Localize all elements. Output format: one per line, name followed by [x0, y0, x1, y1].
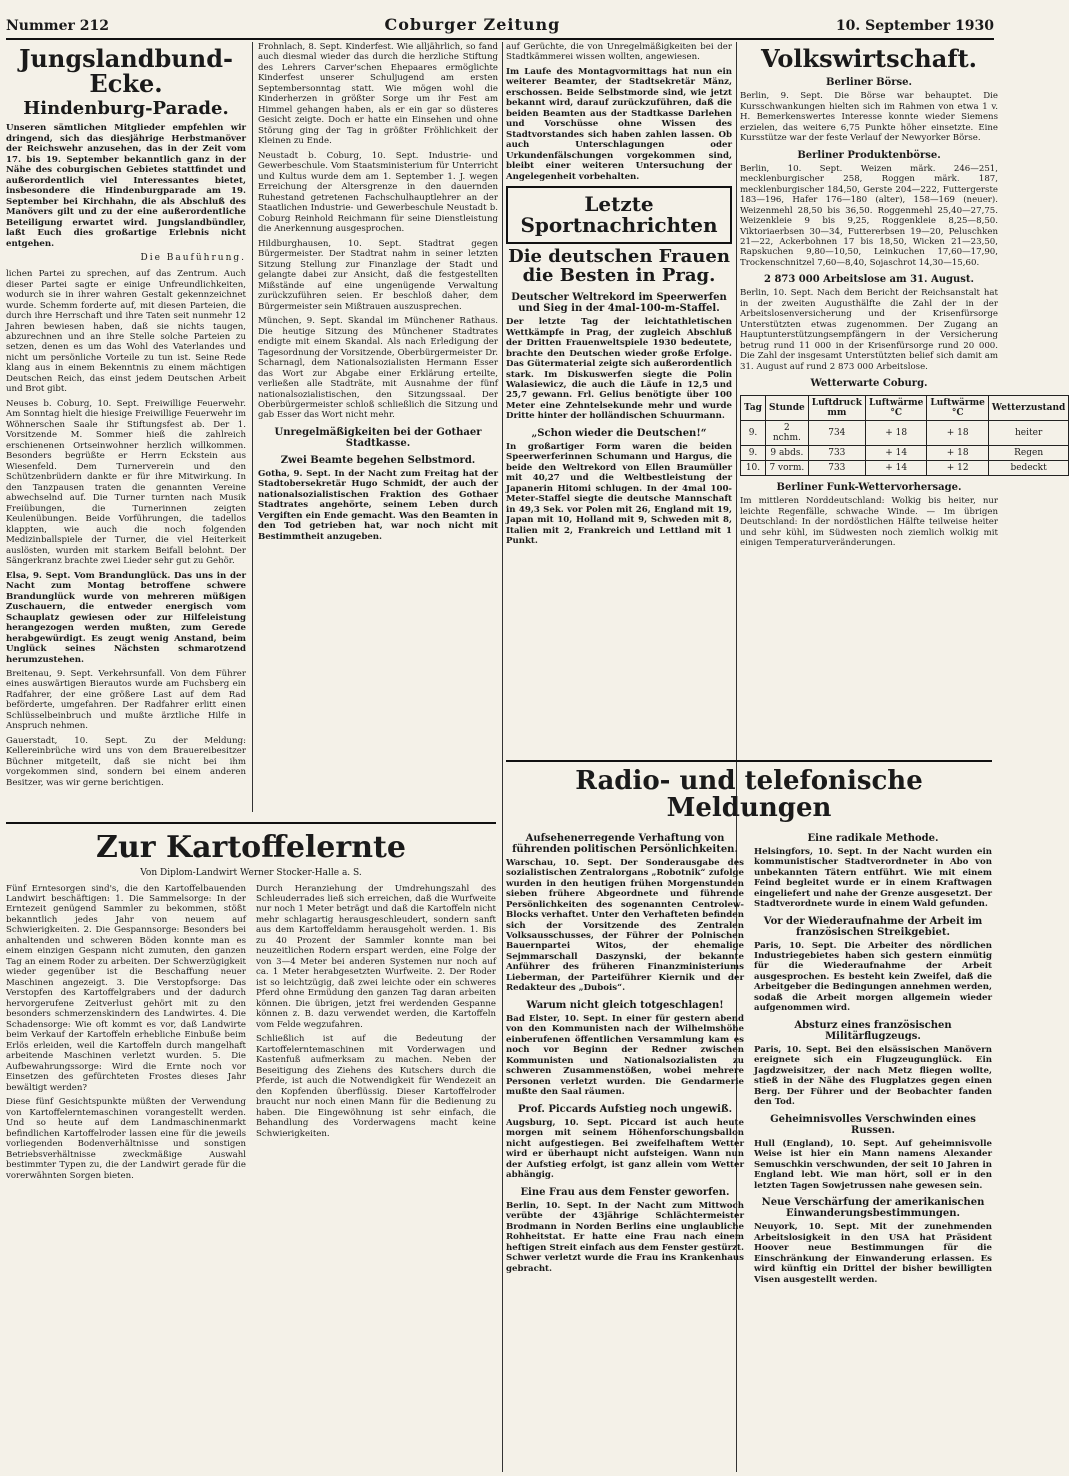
radio-p4: Berlin, 10. Sept. In der Nacht zum Mittwoch verübte der 43jährige Schlächtermeister Brodmann in Norden Berlins eine unglaubliche Rohheitstat. Er hatte eine Frau nach einem heftigen Streit einfach aus dem Fenster gestürzt. Schwer verletzt wurde die Frau ins Krankenhaus gebracht.	[506, 1200, 744, 1274]
col2-p2: Neustadt b. Coburg, 10. Sept. Industrie- und Gewerbeschule. Vom Staatsministerium für Unterricht und Kultus wurde dem am 1. September 1. J. wegen Erreichung der Altersgrenze in den dauernden Ruhestand getretenen Fachschulhauptlehrer an der Staatlichen Industrie- und Gewerbeschule Neustadt b. Coburg Reinhold Reichmann für seine Dienstleistung die Anerkennung ausgesprochen.	[258, 150, 498, 235]
col2-p7: Gotha, 9. Sept. In der Nacht zum Freitag hat der Stadtobersekretär Hugo Schmidt, der auch der nationalsozialistischen Fraktion des Gothaer Stadtrates angehörte, seinem Leben durch Vergiften ein Ende gemacht. Was den Beamten in den Tod getrieben hat, war noch nicht mit Bestimmtheit anzugeben.	[258, 468, 498, 542]
col1-p4: Breitenau, 9. Sept. Verkehrsunfall. Von dem Führer eines auswärtigen Bierautos wurde am Fuchsberg ein Radfahrer, der eine größere Last auf dem Rad beförderte, umgefahren. Der Radfahrer erlitt einen Schlüsselbeinbruch und mußte ärztliche Hilfe in Anspruch nehmen.	[6, 669, 246, 732]
kartoffel-article	[6, 828, 496, 1472]
kartoffel-col-left	[6, 884, 246, 1186]
cell: 9.	[741, 446, 766, 461]
cell: + 18	[927, 446, 988, 461]
col2-p3: Hildburghausen, 10. Sept. Stadtrat gegen Bürgermeister. Der Stadtrat nahm in seiner letzten Sitzung Stellung zur Finanzlage der Stadt und gelangte dabei zur Ansicht, daß die festgestellten Mißstände auf eine ungenügende Verwaltung zurückzuführen seien. Er beschloß daher, dem Bürgermeister sein Mißtrauen auszusprechen.	[258, 238, 498, 312]
radio-section	[506, 764, 992, 1472]
weather-col-state: Wetterzustand	[988, 396, 1068, 421]
radio-h4: Eine Frau aus dem Fenster geworfen.	[520, 1186, 730, 1198]
section-rule	[506, 760, 992, 762]
jungl-lead: Unseren sämtlichen Mitglieder empfehlen wir dringend, sich das diesjährige Herbstmanöver der Reichswehr anzusehen, das in der Zeit vom 17. bis 19. September bekanntlich ganz in der Nähe des coburgischen Gebietes stattfindet und außerordentlich viel Interessantes bietet, insbesondere die Hindenburgparade am 19. September bei Kirchhahn, die als Abschluß des Manövers gilt und zu der eine außerordentliche Beteiligung erwartet wird. Jungslandbündler, laßt Euch dies großartige Erlebnis nicht entgehen.	[6, 123, 246, 249]
col4-p1: Berlin, 9. Sept. Die Börse war behauptet. Die Kursschwankungen hielten sich im Rahmen von etwa 1 v. H. Bemerkenswertes Interesse konnte wieder Siemens erzielen, das weitere 6,75 Punkte höher einsetzte. Eine Kursstütze war der feste Verlauf der Newyorker Börse.	[740, 91, 998, 144]
kartoffel-col-right	[256, 884, 496, 1186]
weather-col-temp: Luftwärme °C	[865, 396, 926, 421]
cell: 2 nchm.	[765, 421, 808, 446]
issue-date: 10. September 1930	[835, 18, 994, 34]
radio-p8: Hull (England), 10. Sept. Auf geheimnisvolle Weise ist hier ein Mann namens Alexander Semuschkin verschwunden, der seit 10 Jahren in England lebt. Wie man hört, soll er in den letzten Tagen Sowjetrussen nahe gewesen sein.	[754, 1138, 992, 1191]
col3-p4: In großartiger Form waren die beiden Speerwerferinnen Schumann und Hargus, die beide den Weltrekord von Ellen Braumüller mit 40,27 und die Weltbestleistung der Japanerin Hitomi schlugen. In der 4mal 100-Meter-Staffel siegte die deutsche Mannschaft in 49,3 Sek. vor Polen mit 26, England mit 19, Japan mit 10, Holland mit 9, Schweden mit 8, Italien mit 2, Frankreich und Lettland mit 1 Punkt.	[506, 441, 732, 547]
col1-p2: Neuses b. Coburg, 10. Sept. Freiwillige Feuerwehr. Am Sonntag hielt die hiesige Freiwillige Feuerwehr im Wöhnerschen Saale ihr Stiftungsfest ab. Der 1. Vorsitzende M. Sommer hieß die zahlreich erschienenen Ortseinwohner herzlich willkommen. Besonders begrüßte er Herrn Eckstein aus Wiesenfeld. Dem Turnerverein und den Schützenbrüdern dankte er für ihre Mitwirkung. In den Tanzpausen traten die genannten Vereine abwechselnd auf. Die Turner turnten nach Musik Freiübungen, die Turnerinnen zeigten Keulenübungen. Beide Vorführungen, die tadellos klappten, wie auch die noch folgenden Medizinballspiele der Turner, die viel Heiterkeit auslösten, wurden mit starkem Beifall belohnt. Der Sängerkranz brachte zwei Lieder sehr gut zu Gehör.	[6, 398, 246, 567]
radio-p9: Neuyork, 10. Sept. Mit der zunehmenden Arbeitslosigkeit in den USA hat Präsident Hoover neue Bestimmungen für die Einschränkung der Einwanderung erlassen. Es wird künftig ein Drittel der bisher bewilligten Visen ausgestellt werden.	[754, 1222, 992, 1285]
cell: 733	[808, 446, 865, 461]
cell: bedeckt	[988, 461, 1068, 476]
col2-subheading: Zwei Beamte begehen Selbstmord.	[280, 454, 476, 466]
sport-box-title: Letzte Sportnachrichten	[506, 186, 732, 244]
col3-p1: auf Gerüchte, die von Unregelmäßigkeiten bei der Stadtkämmerei wissen wollten, angewiesen.	[506, 42, 732, 63]
col2-p4: München, 9. Sept. Skandal im Münchener Rathaus. Die heutige Sitzung des Münchener Stadtrates endigte mit einem Skandal. Als nach Erledigung der Tagesordnung der Vorsitzende, Oberbürgermeister Dr. Scharnagl, dem Nationalsozialisten Hermann Esser das Wort zur Abgabe einer Erklärung erteilte, verließen alle Stadträte, mit Ausnahme der fünf nationalsozialistischen, den Sitzungssaal. Der Oberbürgermeister schloß schließlich die Sitzung und gab Esser das Wort nicht mehr.	[258, 316, 498, 421]
weather-col-temp2: Luftwärme °C	[927, 396, 988, 421]
table-row	[741, 446, 1069, 461]
jungl-sign: Die Bauführung.	[140, 253, 246, 264]
radio-h1: Aufsehenerregende Verhaftung von führenden politischen Persönlichkeiten.	[512, 832, 738, 855]
weather-col-day: Tag	[741, 396, 766, 421]
sport-quote: „Schon wieder die Deutschen!“	[531, 427, 707, 439]
cell: 734	[808, 421, 865, 446]
cell: + 18	[927, 421, 988, 446]
econ-sub1: Berliner Börse.	[826, 77, 912, 89]
paper-name: Coburger Zeitung	[384, 15, 561, 34]
kartoffel-columns	[6, 884, 496, 1186]
sport-headline: Die deutschen Frauen die Besten in Prag.	[508, 246, 730, 287]
cell: + 14	[865, 446, 926, 461]
radio-col-left	[506, 827, 744, 1290]
radio-h3: Prof. Piccards Aufstieg noch ungewiß.	[517, 1103, 733, 1115]
cell: + 12	[927, 461, 988, 476]
kartoffel-p4: Schließlich ist auf die Bedeutung der Kartoffelerntemaschinen mit Vorderwagen und Kastenfuß aufmerksam zu machen. Neben der Beseitigung des Ziehens des Kutschers durch die Pferde, ist auch die Notwendigkeit für Wendezeit an den Kopfenden überflüssig. Dieser Kartoffelroder braucht nur noch einen Mann für die Bedienung zu haben. Die Eingewöhnung ist sehr einfach, die Behandlung des Vorderwagens macht keine Schwierigkeiten.	[256, 1034, 496, 1139]
radio-p6: Paris, 10. Sept. Die Arbeiter des nördlichen Industriegebietes haben sich gestern einmütig für die Wiederaufnahme der Arbeit ausgesprochen. Es besteht kein Zweifel, daß die Arbeitgeber die Bedingungen annehmen werden, sodaß die Arbeit morgen allgemein wieder aufgenommen wird.	[754, 940, 992, 1014]
column-rule	[252, 42, 253, 812]
radio-columns	[506, 827, 992, 1290]
issue-number: Nummer 212	[6, 18, 109, 34]
radio-title: Radio- und telefonische Meldungen	[575, 766, 923, 824]
kartoffel-p2: Diese fünf Gesichtspunkte müßten der Verwendung von Kartoffelerntemaschinen vorangestellt werden. Und so heute auf dem Landmaschinenmarkt befindlichen Kartoffelroder lassen eine für die jeweils vorliegenden Bodenverhältnisse und sonstigen Betriebsverhältnisse zweckmäßige Auswahl bestimmter Typen zu, die der Landwirt gerade für die vorerwähnten Sorgen bieten.	[6, 1097, 246, 1181]
column-rule	[502, 42, 503, 1472]
radio-h5: Eine radikale Methode.	[807, 832, 939, 844]
jungl-subtitle: Hindenburg-Parade.	[23, 98, 229, 120]
kartoffel-p1: Fünf Erntesorgen sind's, die den Kartoffelbauenden Landwirt beschäftigen: 1. Die Sammelsorge: In der Erntezeit genügend Sammler zu bekommen, stößt bekanntlich jedes Jahr von neuem auf Schwierigkeiten. 2. Die Gespannsorge: Besonders bei anhaltenden und schweren Böden konnte man es einem einzigen Gespann nicht zumuten, den ganzen Tag an einem Roder zu arbeiten. Der Schwerzügigkeit wieder gegenüber ist die Beschaffung neuer Maschinen angezeigt. 3. Die Verstopfsorge: Das Verstopfen des Kartoffelgrabers und der dadurch hervorgerufene Zeitverlust gehört mit zu den besonders schmerzenskindern des Landwirtes. 4. Die Schadensorge: Wie oft kommt es vor, daß Landwirte beim Verkauf der Kartoffeln erhebliche Einbuße beim Erlös erleiden, weil die Kartoffeln durch mangelhaft arbeitende Maschinen verletzt wurden. 5. Die Aufbewahrungssorge: Wird die Ernte noch vor Einsetzen des gefürchteten Frostes dieses Jahr bewältigt werden?	[6, 883, 246, 1093]
kartoffel-p3: Durch Heranziehung der Umdrehungszahl des Schleuderrades ließ sich erreichen, daß die Wurfweite nur noch 1 Meter beträgt und daß die Kartoffeln nicht mehr schlagartig herausgeschleudert, sondern sanft aus dem Kartoffeldamm herausgeholt werden. 1. Bis zu 40 Prozent der Sammler konnte man bei neuzeitlichen Rodern erspart werden, eine Folge der von 3—4 Meter bei anderen Systemen nur noch auf ca. 1 Meter herabgesetzten Wurfweite. 2. Der Roder ist so leichtzügig, daß zwei leichte oder ein schweres Pferd ohne Ermüdung den ganzen Tag daran arbeiten können. Die übrigen, jetzt frei werdenden Gespanne können z. B. dazu verwendet werden, die Kartoffeln vom Felde wegzufahren.	[256, 883, 496, 1030]
col4-p4: Im mittleren Norddeutschland: Wolkig bis heiter, nur leichte Regenfälle, schwache Winde. — Im übrigen Deutschland: In der nordöstlichen Hälfte teilweise heiter und sehr kühl, im Südwesten noch ziemlich wolkig mit einigen Temperaturveränderungen.	[740, 496, 998, 549]
col4-p2: Berlin, 10. Sept. Weizen märk. 246—251, mecklenburgischer 258, Roggen märk. 187, mecklenburgischer 184,50, Gerste 204—222, Futtergerste 183—196, Hafer 176—180 (alter), 158—169 (neuer). Weizenmehl 28,50 bis 36,50. Roggenmehl 25,40—27,75. Weizenkleie 9 bis 9,25, Roggenkleie 8,25—8,50. Viktoriaerbsen 30—34, Futtererbsen 19—20, Peluschken 21—22, Ackerbohnen 17 bis 18,50, Wicken 21—23,50, Rapskuchen 9,80—10,50, Leinkuchen 17,60—17,90, Trockenschnitzel 7,60—8,40, Sojaschrot 14,30—15,60.	[740, 163, 998, 268]
jungl-title: Jungslandbund-Ecke.	[19, 44, 233, 99]
table-row	[741, 421, 1069, 446]
radio-p3: Augsburg, 10. Sept. Piccard ist auch heute morgen mit seinem Höhenforschungsballon nicht aufgestiegen. Bei zweifelhaftem Wetter wird er überhaupt nicht aufsteigen. Wann nun der Aufstieg erfolgt, ist ganz allein vom Wetter abhängig.	[506, 1117, 744, 1181]
cell: 7 vorm.	[765, 461, 808, 476]
col4-p3: Berlin, 10. Sept. Nach dem Bericht der Reichsanstalt hat in der zweiten Augusthälfte die Zahl der in der Arbeitslosenversicherung und der Krisenfürsorge Unterstützten etwas zugenommen. Der Zugang an Hauptunterstützungsempfängern in der Versicherung betrug rund 11 000 in der Krisenfürsorge rund 20 000. Die Zahl der insgesamt Unterstützten belief sich damit am 31. August auf rund 2 873 000 Arbeitslose.	[740, 288, 998, 372]
econ-title: Volkswirtschaft.	[760, 44, 978, 73]
radio-p2: Bad Elster, 10. Sept. In einer für gestern abend von den Kommunisten nach der Wilhelmshöhe einberufenen öffentlichen Versammlung kam es noch vor Beginn der Redner zwischen Kommunisten und Nationalsozialisten zu schweren Zusammenstößen, wobei mehrere Personen verletzt wurden. Die Gendarmerie mußte den Saal räumen.	[506, 1013, 744, 1098]
weather-header-row	[741, 396, 1069, 421]
column-4	[740, 42, 1066, 752]
weather-col-pressure: Luftdruck mm	[808, 396, 865, 421]
col3-p3: Der letzte Tag der leichtathletischen Wettkämpfe in Prag, der zugleich Abschluß der Dritten Frauenweltspiele 1930 bedeutete, brachte den Deutschen wieder große Erfolge. Das Gütermaterial zeigte sich außerordentlich stark. Im Diskuswerfen siegte die Polin Walasiewicz, die auch die Läufe in 12,5 und 25,7 gewann. Frl. Gelius benötigte über 100 Meter eine Zehntelsekunde mehr und wurde Dritte hinter der holländischen Schuurmann.	[506, 317, 732, 422]
econ-sub2: Berliner Produktenbörse.	[797, 149, 941, 161]
masthead	[6, 0, 994, 40]
cell: 733	[808, 461, 865, 476]
radio-p7: Paris, 10. Sept. Bei den elsässischen Manövern ereignete sich ein Flugzeugunglück. Ein Jagdzweisitzer, der nach Metz fliegen wollte, stieß in der Nähe des Flugplatzes gegen einen Berg. Der Führer und der Beobachter fanden den Tod.	[754, 1044, 992, 1108]
cell: 9.	[741, 421, 766, 446]
radio-h6: Vor der Wiederaufnahme der Arbeit im französischen Streikgebiet.	[763, 915, 983, 938]
radio-h7: Absturz eines französischen Militärflugzeugs.	[794, 1019, 952, 1042]
radio-h9: Neue Verschärfung der amerikanischen Einwanderungsbestimmungen.	[761, 1197, 985, 1220]
cell: + 18	[865, 421, 926, 446]
col1-p1: lichen Partei zu sprechen, auf das Zentrum. Auch dieser Partei sagte er einige Unfreundlichkeiten, wodurch sie in ihrer wahren Gestalt gekennzeichnet wurde. Schemm forderte auf, mit diesen Parteien, die durch ihre Herrschaft und ihre Taten seit nunmehr 12 Jahren bewiesen haben, daß sie nichts taugen, abzurechnen und an ihre Stelle solche Parteien zu setzen, denen es um das Wohl des Vaterlandes und nicht um persönliche Vorteile zu tun ist. Seine Rede klang aus in einem Bekenntnis zu einem mächtigen Deutschen Reich, das einst jedem Deutschen Arbeit und Brot gibt.	[6, 269, 246, 395]
cell: + 14	[865, 461, 926, 476]
weather-col-hour: Stunde	[765, 396, 808, 421]
table-row	[741, 461, 1069, 476]
column-1	[6, 42, 246, 812]
radio-p1: Warschau, 10. Sept. Der Sonderausgabe des sozialistischen Zentralorgans „Robotnik“ zufolge wurden in den heutigen frühen Morgenstunden sieben frühere Abgeordnete und führende Persönlichkeiten des sogenannten Centrolew-Blocks verhaftet. Unter den Verhafteten befinden sich der Vorsitzende des Zentralen Volksausschusses, der Führer der Polnischen Bauernpartei Witos, der ehemalige Sejmmarschall Daszynski, der bekannte Anführer des früheren Finanzministeriums Lieberman, der Parteiführer Kiernik und der Redakteur des „Dubois“.	[506, 857, 744, 994]
weather-title: Wetterwarte Coburg.	[810, 378, 928, 390]
col2-p1: Frohnlach, 8. Sept. Kinderfest. Wie alljährlich, so fand auch diesmal wieder das durch die herzliche Stiftung des Lehrers Carver'schen Ehepaares ermöglichte Kinderfest unserer Schuljugend am ersten Septembersonntag statt. Wie mögen wohl die Kinderherzen in größter Sorge um ihr Fest am Himmel gehangen haben, als er ein gar so düsteres Gesicht zeigte. Doch er hatte ein Einsehen und ohne Störung ging der Tag in größter Fröhlichkeit der Kleinen zu Ende.	[258, 42, 498, 147]
radio-col-right	[754, 827, 992, 1290]
forecast-title: Berliner Funk-Wettervorhersage.	[776, 482, 962, 494]
col1-p3: Elsa, 9. Sept. Vom Brandunglück. Das uns in der Nacht zum Montag betroffene schwere Brandunglück wurde von mehreren müßigen Zuschauern, die entweder energisch vom Schauplatz gewiesen oder zur Hilfeleistung herangezogen werden mußten, zum Gerede herabgewürdigt. Es zeugt wenig Anstand, beim Unglück seines Nächsten schmarotzend herumzustehen.	[6, 570, 246, 665]
radio-p5: Helsingfors, 10. Sept. In der Nacht wurden ein kommunistischer Stadtverordneter in Abo von unbekannten Tätern entführt. Wie mit einem Feind begleitet wurde er in einem Kraftwagen eingeliefert und nahe der Grenze ausgesetzt. Der Stadtverordnete wurde in einem Wald gefunden.	[754, 846, 992, 910]
radio-h2: Warum nicht gleich totgeschlagen!	[526, 999, 724, 1011]
col2-heading: Unregelmäßigkeiten bei der Gothaer Stadtkasse.	[274, 426, 482, 449]
cell: 9 abds.	[765, 446, 808, 461]
col1-p5: Gauerstadt, 10. Sept. Zu der Meldung: Kellereinbrüche wird uns von dem Brauereibesitzer Büchner mitgeteilt, daß sie nicht bei ihm vorgekommen sind, sondern bei einem anderen Besitzer, was wir gerne berichtigen.	[6, 735, 246, 788]
col3-p2: Im Laufe des Montagvormittags hat nun ein weiterer Beamter, der Stadtsekretär Mänz, erschossen. Beide Selbstmorde sind, wie jetzt bekannt wird, darauf zurückzuführen, daß die beiden Beamten aus der Stadtkasse Darlehen und Vorschüsse ohne Wissen des Stadtvorstandes sich haben zahlen lassen. Ob auch Unterschlagungen oder Urkundenfälschungen vorgekommen sind, bleibt einer weiteren Untersuchung der Angelegenheit vorbehalten.	[506, 66, 732, 182]
sport-subhead: Deutscher Weltrekord im Speerwerfen und Sieg in der 4mal-100-m-Staffel.	[511, 292, 727, 315]
econ-sub3: 2 873 000 Arbeitslose am 31. August.	[764, 274, 974, 286]
kartoffel-byline: Von Diplom-Landwirt Werner Stocker-Halle a. S.	[140, 867, 362, 878]
cell: Regen	[988, 446, 1068, 461]
weather-table	[740, 395, 1069, 476]
column-3	[506, 42, 732, 752]
radio-h8: Geheimnisvolles Verschwinden eines Russen.	[770, 1113, 976, 1136]
cell: heiter	[988, 421, 1068, 446]
section-rule	[6, 822, 496, 824]
column-2	[258, 42, 498, 812]
kartoffel-title: Zur Kartoffelernte	[96, 830, 406, 865]
cell: 10.	[741, 461, 766, 476]
columns	[6, 42, 1066, 1476]
